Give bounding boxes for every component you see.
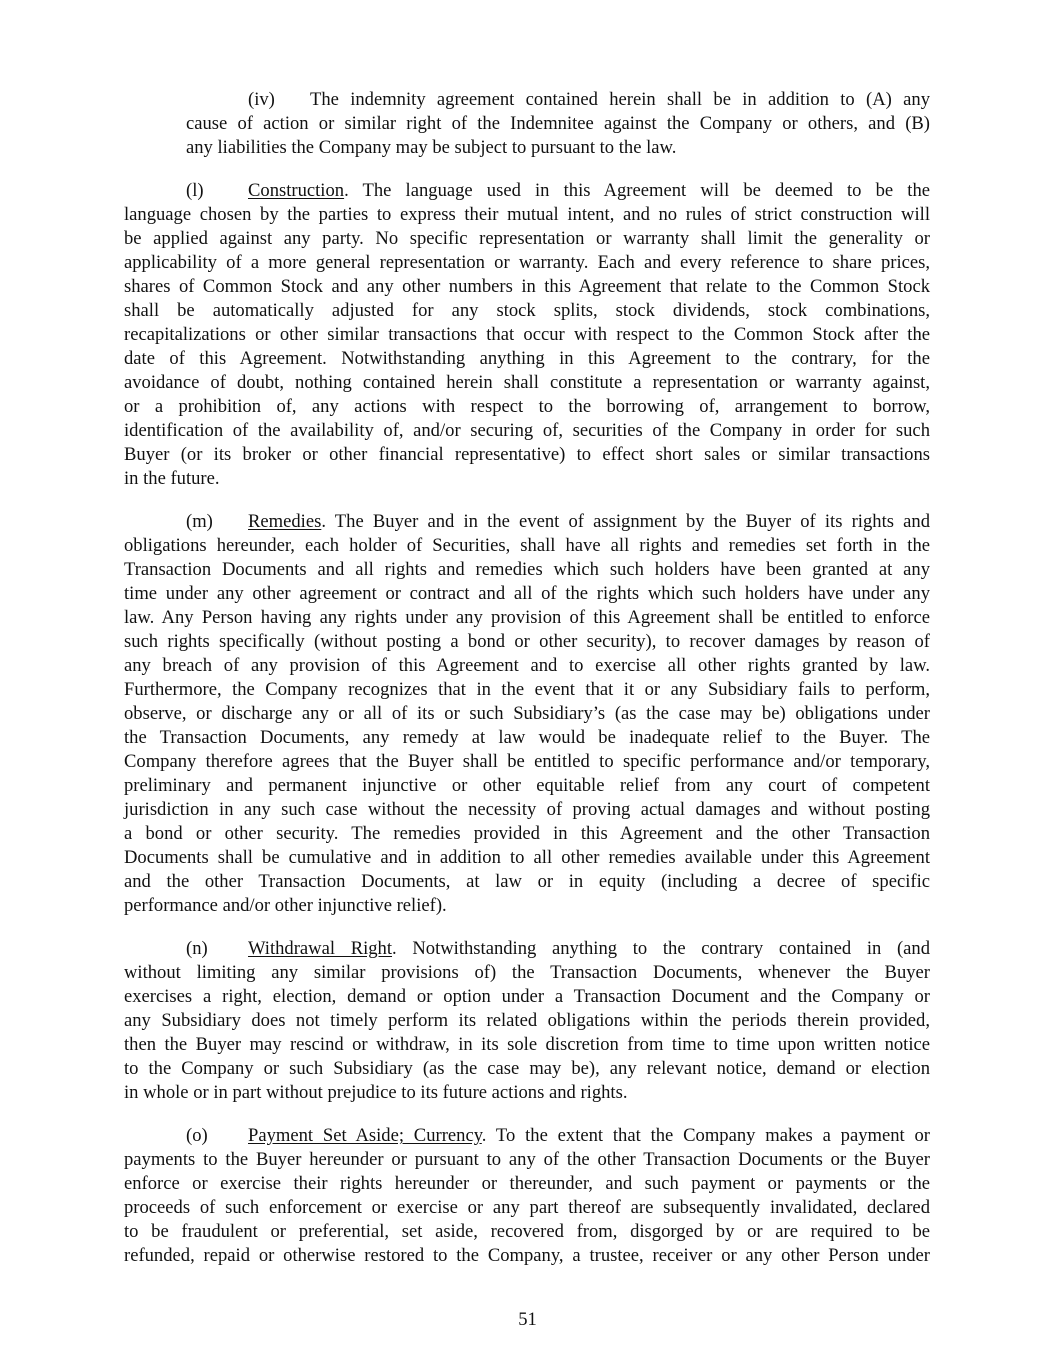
text-line: jurisdiction in any such case without the necessity of proving actual damages and without posting (124, 799, 930, 820)
text-line: law. Any Person having any rights under any provision of this Agreement shall be entitled to enforce (124, 607, 930, 628)
text-line: without limiting any similar provisions of) the Transaction Documents, whenever the Buyer (124, 962, 930, 983)
paragraph-first-line (124, 179, 930, 203)
text-line: shall be automatically adjusted for any stock splits, stock dividends, stock combinations, (124, 300, 930, 321)
paragraph-n (124, 937, 930, 1105)
text-line: Company therefore agrees that the Buyer shall be entitled to specific performance and/or temporary, (124, 751, 930, 772)
text-line: language chosen by the parties to express their mutual intent, and no rules of strict construction will (124, 204, 930, 225)
paragraph-l (124, 179, 930, 491)
paragraph-m (124, 510, 930, 918)
text-line: any Subsidiary does not timely perform its related obligations within the periods therein provided, (124, 1010, 930, 1031)
text-line: or a prohibition of, any actions with respect to the borrowing of, arrangement to borrow, (124, 396, 930, 417)
text-line: recapitalizations or other similar transactions that occur with respect to the Common Stock after the (124, 324, 930, 345)
text-line: enforce or exercise their rights hereunder or thereunder, and such payment or payments or the (124, 1173, 930, 1194)
text-line: shares of Common Stock and any other numbers in this Agreement that relate to the Common Stock (124, 276, 930, 297)
text-line: cause of action or similar right of the Indemnitee against the Company or others, and (B) (186, 113, 930, 134)
section-label: (n) (186, 938, 208, 959)
text-line: Transaction Documents and all rights and remedies which such holders have been granted at any (124, 559, 930, 580)
text-line: Buyer (or its broker or other financial representative) to effect short sales or similar transactions (124, 444, 930, 465)
text-line: the Transaction Documents, any remedy at law would be inadequate relief to the Buyer. The (124, 727, 930, 748)
section-heading: Remedies (248, 511, 322, 532)
section-label: (iv) (248, 89, 275, 110)
text-line: be applied against any party. No specific representation or warranty shall limit the generality or (124, 228, 930, 249)
paragraph-iv (186, 88, 930, 160)
text-line: performance and/or other injunctive relief). (124, 895, 447, 916)
text-line: Furthermore, the Company recognizes that in the event that it or any Subsidiary fails to perform, (124, 679, 930, 700)
first-line-text: . The language used in this Agreement will be deemed to be the (344, 180, 930, 201)
first-line-text: . Notwithstanding anything to the contrary contained in (and (392, 938, 931, 959)
text-line: then the Buyer may rescind or withdraw, in its sole discretion from time to time upon written notice (124, 1034, 930, 1055)
text-line: payments to the Buyer hereunder or pursuant to any of the other Transaction Documents or the Buyer (124, 1149, 930, 1170)
text-line: in whole or in part without prejudice to its future actions and rights. (124, 1082, 628, 1103)
page-number: 51 (518, 1309, 537, 1330)
text-line: time under any other agreement or contract and all of the rights which such holders have under any (124, 583, 930, 604)
section-heading: Withdrawal Right (248, 938, 393, 959)
text-line: preliminary and permanent injunctive or other equitable relief from any court of competent (124, 775, 930, 796)
text-line: refunded, repaid or otherwise restored to the Company, a trustee, receiver or any other Person under (124, 1245, 930, 1266)
text-line: proceeds of such enforcement or exercise or any part thereof are subsequently invalidated, declared (124, 1197, 930, 1218)
text-line: date of this Agreement. Notwithstanding anything in this Agreement to the contrary, for the (124, 348, 930, 369)
first-line-text: . To the extent that the Company makes a payment or (481, 1125, 930, 1146)
text-line: applicability of a more general representation or warranty. Each and every reference to share prices, (124, 252, 930, 273)
text-line: any liabilities the Company may be subject to pursuant to the law. (186, 137, 677, 158)
section-label: (o) (186, 1125, 208, 1146)
paragraph-first-line (186, 88, 930, 112)
text-line: identification of the availability of, and/or securing of, securities of the Company in order for such (124, 420, 930, 441)
text-line: exercises a right, election, demand or option under a Transaction Document and the Company or (124, 986, 930, 1007)
paragraph-o (124, 1124, 930, 1268)
text-line: avoidance of doubt, nothing contained herein shall constitute a representation or warranty against, (124, 372, 930, 393)
first-line-text: The indemnity agreement contained herein shall be in addition to (A) any (310, 89, 930, 110)
paragraph-first-line (124, 1124, 930, 1148)
text-line: in the future. (124, 468, 220, 489)
text-line: Documents shall be cumulative and in addition to all other remedies available under this Agreement (124, 847, 930, 868)
text-line: and the other Transaction Documents, at law or in equity (including a decree of specific (124, 871, 930, 892)
section-label: (m) (186, 511, 213, 532)
section-label: (l) (186, 180, 204, 201)
text-line: such rights specifically (without posting a bond or other security), to recover damages by reason of (124, 631, 930, 652)
text-line: observe, or discharge any or all of its or such Subsidiary’s (as the case may be) obligations under (124, 703, 930, 724)
section-heading: Payment Set Aside; Currency (248, 1125, 482, 1146)
text-line: any breach of any provision of this Agreement and to exercise all other rights granted by law. (124, 655, 930, 676)
document-body (124, 88, 930, 1287)
text-line: a bond or other security. The remedies provided in this Agreement and the other Transaction (124, 823, 930, 844)
text-line: to the Company or such Subsidiary (as the case may be), any relevant notice, demand or election (124, 1058, 930, 1079)
text-line: obligations hereunder, each holder of Securities, shall have all rights and remedies set forth in the (124, 535, 930, 556)
text-line: to be fraudulent or preferential, set aside, recovered from, disgorged by or are required to be (124, 1221, 930, 1242)
paragraph-first-line (124, 937, 930, 961)
first-line-text: . The Buyer and in the event of assignment by the Buyer of its rights and (321, 511, 930, 532)
section-heading: Construction (248, 180, 345, 201)
paragraph-first-line (124, 510, 930, 534)
